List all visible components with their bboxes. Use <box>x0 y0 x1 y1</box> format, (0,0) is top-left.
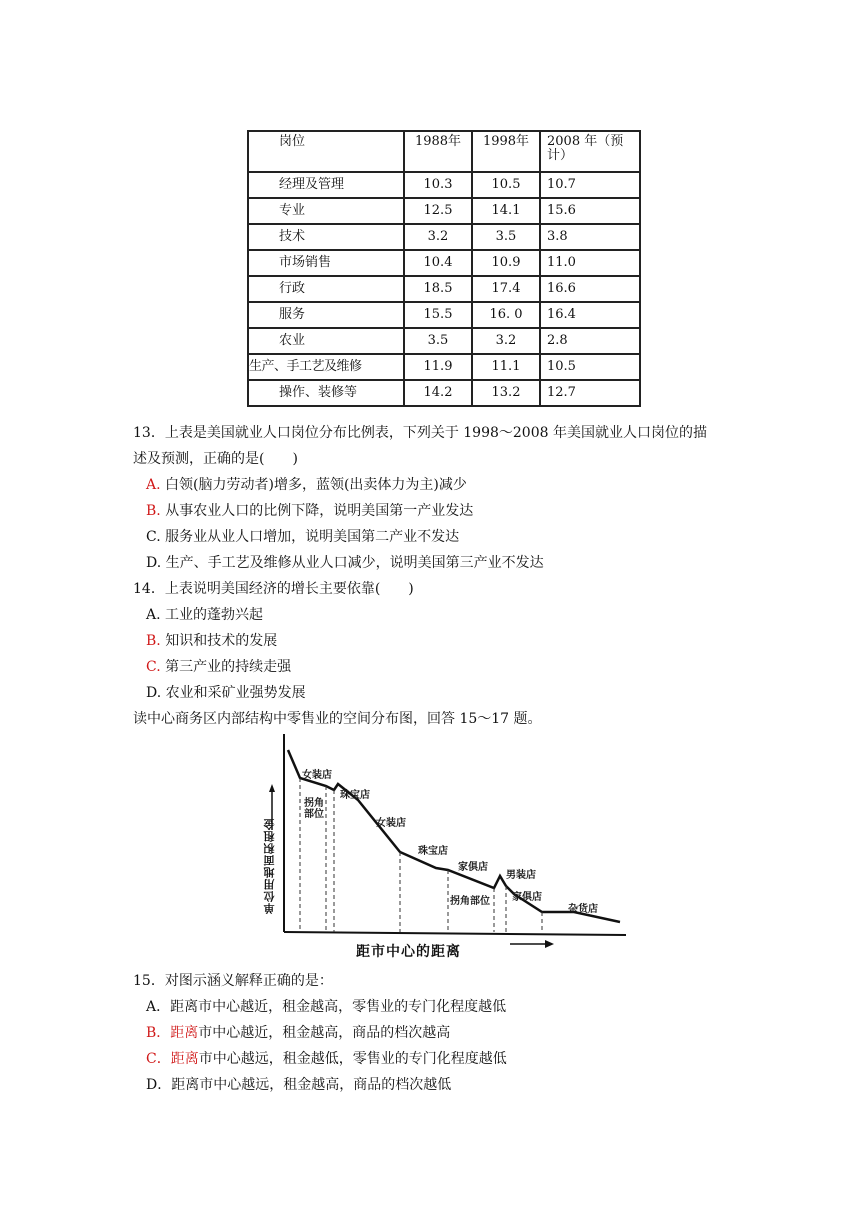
q15-option-b-text: 市中心越近，租金越高，商品的档次越高 <box>198 1025 451 1041</box>
table-cell: 10.7 <box>540 172 640 198</box>
table-row <box>248 198 640 224</box>
q14-option-d-key: D. <box>146 685 162 701</box>
table-row <box>248 276 640 302</box>
q14-option-b-key: B. <box>146 633 161 649</box>
table-cell: 11.1 <box>472 354 540 380</box>
q14-option-c-key: C. <box>146 659 161 675</box>
table-cell: 10.5 <box>472 172 540 198</box>
table-row <box>248 172 640 198</box>
q13-option-d-key: D. <box>146 555 162 571</box>
q13-option-c <box>146 528 459 546</box>
table-row <box>248 354 640 380</box>
label-menswear: 男装店 <box>506 870 536 881</box>
table-cell: 16. 0 <box>472 302 540 328</box>
q15-stem: 15．对图示涵义解释正确的是： <box>133 973 333 989</box>
q13-option-a <box>146 476 467 494</box>
label-jewelry-top: 珠宝店 <box>340 790 370 801</box>
q13-option-d-text: 生产、手工艺及维修从业人口减少，说明美国第三产业不发达 <box>165 555 544 571</box>
table-cell: 11.9 <box>404 354 472 380</box>
table-cell: 服务 <box>248 302 404 328</box>
retail-distribution-figure <box>258 730 638 962</box>
label-jewelry-mid: 珠宝店 <box>418 846 448 857</box>
table-row <box>248 328 640 354</box>
table-cell: 经理及管理 <box>248 172 404 198</box>
q15-option-c <box>146 1050 507 1068</box>
table-row <box>248 224 640 250</box>
q14-option-d <box>146 684 306 702</box>
label-furniture-right: 家俱店 <box>512 892 542 903</box>
x-axis-label: 距市中心的距离 <box>356 944 461 960</box>
table-row <box>248 302 640 328</box>
table-row <box>248 250 640 276</box>
table-cell: 12.5 <box>404 198 472 224</box>
table-cell: 技术 <box>248 224 404 250</box>
label-corner-left: 拐角部位 <box>304 798 324 820</box>
label-womens-mid: 女装店 <box>376 818 406 829</box>
q15-option-b <box>146 1024 450 1042</box>
q14-option-c-text: 第三产业的持续走强 <box>165 659 292 675</box>
q13-stem-line1: 13．上表是美国就业人口岗位分布比例表，下列关于 1998～2008 年美国就业人口岗位的描 <box>133 425 707 441</box>
label-grocery: 杂货店 <box>568 904 598 915</box>
table-cell: 3.2 <box>472 328 540 354</box>
q13-option-d <box>146 554 544 572</box>
q14-option-d-text: 农业和采矿业强势发展 <box>165 685 306 701</box>
q15-option-c-key: C．距离 <box>146 1051 199 1067</box>
table-cell: 生产、手工艺及维修 <box>248 354 404 380</box>
table-cell: 10.9 <box>472 250 540 276</box>
table-cell: 16.6 <box>540 276 640 302</box>
q13-option-c-key: C. <box>146 529 161 545</box>
header-cell: 2008 年（预计） <box>540 131 640 172</box>
label-corner-right: 拐角部位 <box>450 896 490 907</box>
table-cell: 16.4 <box>540 302 640 328</box>
q15-option-b-key: B．距离 <box>146 1025 199 1041</box>
q13-stem-line2: 述及预测，正确的是( ) <box>133 451 298 467</box>
q13-option-b-text: 从事农业人口的比例下降，说明美国第一产业发达 <box>165 503 474 519</box>
q14-option-a-key: A. <box>146 607 161 623</box>
table-cell: 10.4 <box>404 250 472 276</box>
table-cell: 农业 <box>248 328 404 354</box>
table-cell: 专业 <box>248 198 404 224</box>
figure-intro: 读中心商务区内部结构中零售业的空间分布图，回答 15～17 题。 <box>133 711 542 727</box>
header-cell: 岗位 <box>248 131 404 172</box>
table-cell: 3.5 <box>404 328 472 354</box>
table-cell: 15.6 <box>540 198 640 224</box>
q13-option-b <box>146 502 473 520</box>
table-cell: 2.8 <box>540 328 640 354</box>
employment-table <box>247 130 641 407</box>
q13-option-c-text: 服务业从业人口增加，说明美国第二产业不发达 <box>165 529 460 545</box>
table-cell: 10.5 <box>540 354 640 380</box>
q14-option-b <box>146 632 277 650</box>
table-cell: 15.5 <box>404 302 472 328</box>
q13-option-a-key: A. <box>146 477 161 493</box>
header-cell: 1988年 <box>404 131 472 172</box>
table-cell: 17.4 <box>472 276 540 302</box>
table-cell: 市场销售 <box>248 250 404 276</box>
header-cell: 1998年 <box>472 131 540 172</box>
q15-option-a: A．距离市中心越近，租金越高，零售业的专门化程度越低 <box>146 999 507 1015</box>
table-cell: 3.2 <box>404 224 472 250</box>
table-row <box>248 380 640 406</box>
table-cell: 14.1 <box>472 198 540 224</box>
q15-option-d: D．距离市中心越远，租金越高，商品的档次越低 <box>146 1077 452 1093</box>
x-axis <box>284 932 626 935</box>
q13-option-a-text: 白领(脑力劳动者)增多，蓝领(出卖体力为主)减少 <box>165 477 467 493</box>
q13-option-b-key: B. <box>146 503 161 519</box>
q14-option-c <box>146 658 291 676</box>
table-cell: 操作、装修等 <box>248 380 404 406</box>
label-womens-top: 女装店 <box>302 770 332 781</box>
q15-option-c-text: 市中心越远，租金越低，零售业的专门化程度越低 <box>198 1051 507 1067</box>
table-cell: 13.2 <box>472 380 540 406</box>
y-arrow-head <box>269 784 275 792</box>
table-cell: 11.0 <box>540 250 640 276</box>
q14-option-b-text: 知识和技术的发展 <box>165 633 278 649</box>
table-cell: 12.7 <box>540 380 640 406</box>
table-cell: 18.5 <box>404 276 472 302</box>
label-furniture-mid: 家俱店 <box>458 862 488 873</box>
q14-option-a <box>146 606 263 624</box>
q14-option-a-text: 工业的蓬勃兴起 <box>165 607 264 623</box>
q14-stem: 14．上表说明美国经济的增长主要依靠( ) <box>133 581 414 597</box>
x-arrow-head <box>545 940 554 948</box>
table-cell: 行政 <box>248 276 404 302</box>
figure-graphic <box>258 730 638 962</box>
table-cell: 3.8 <box>540 224 640 250</box>
y-axis-label: 单位用地面积租金 <box>263 818 276 914</box>
table-cell: 10.3 <box>404 172 472 198</box>
table-cell: 3.5 <box>472 224 540 250</box>
table-header-row <box>248 131 640 172</box>
table-cell: 14.2 <box>404 380 472 406</box>
